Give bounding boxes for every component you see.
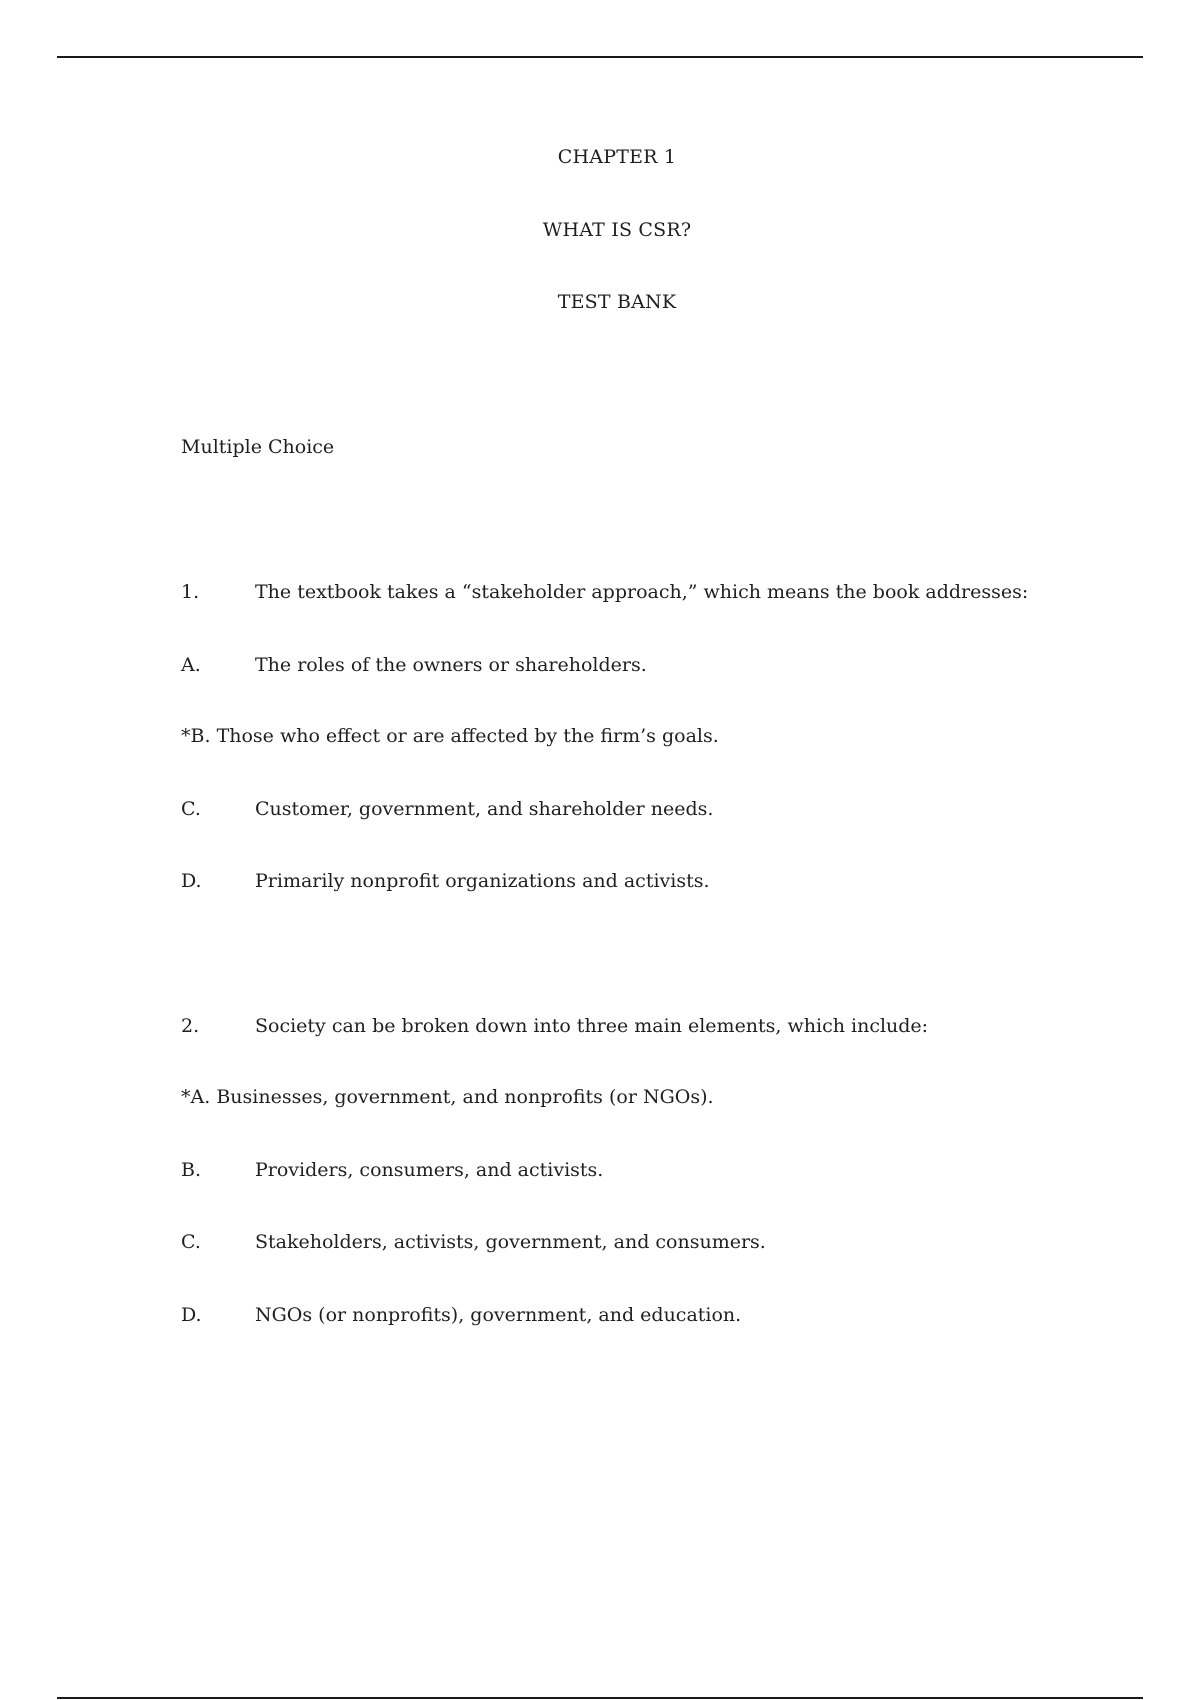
option-text: Primarily nonprofit organizations and activists. [255, 870, 710, 892]
option-label: A. [181, 654, 201, 676]
section-label: Multiple Choice [181, 436, 335, 458]
page-subtitle: TEST BANK [557, 291, 677, 313]
option-text: NGOs (or nonprofits), government, and education. [255, 1304, 742, 1326]
option-label: D. [181, 1304, 202, 1326]
question-1 [181, 581, 1028, 603]
question-number: 1. [181, 581, 200, 603]
question-text: Society can be broken down into three main elements, which include: [255, 1015, 929, 1037]
question-1-option-c [181, 798, 713, 820]
option-text: Customer, government, and shareholder needs. [255, 798, 714, 820]
option-label: C. [181, 798, 201, 820]
option-label: C. [181, 1231, 201, 1253]
option-text: Stakeholders, activists, government, and consumers. [255, 1231, 766, 1253]
question-number: 2. [181, 1015, 200, 1037]
question-2-option-d [181, 1304, 741, 1326]
option-label: *B. [181, 725, 211, 747]
question-2 [181, 1015, 928, 1037]
question-2-option-a-correct [181, 1086, 714, 1108]
top-rule [57, 56, 1143, 58]
question-2-option-b [181, 1159, 603, 1181]
bottom-rule [57, 1697, 1143, 1699]
option-label: *A. [181, 1086, 211, 1108]
question-text: The textbook takes a “stakeholder approach,” which means the book addresses: [255, 581, 1029, 603]
question-1-option-d [181, 870, 710, 892]
option-text: Businesses, government, and nonprofits (or NGOs). [216, 1086, 714, 1108]
chapter-heading: CHAPTER 1 [557, 146, 677, 168]
question-1-option-b-correct [181, 725, 719, 747]
option-text: Those who effect or are affected by the firm’s goals. [216, 725, 719, 747]
option-label: D. [181, 870, 202, 892]
option-text: Providers, consumers, and activists. [255, 1159, 604, 1181]
question-1-option-a [181, 654, 647, 676]
page-title: WHAT IS CSR? [542, 219, 692, 241]
option-text: The roles of the owners or shareholders. [255, 654, 647, 676]
question-2-option-c [181, 1231, 766, 1253]
option-label: B. [181, 1159, 202, 1181]
